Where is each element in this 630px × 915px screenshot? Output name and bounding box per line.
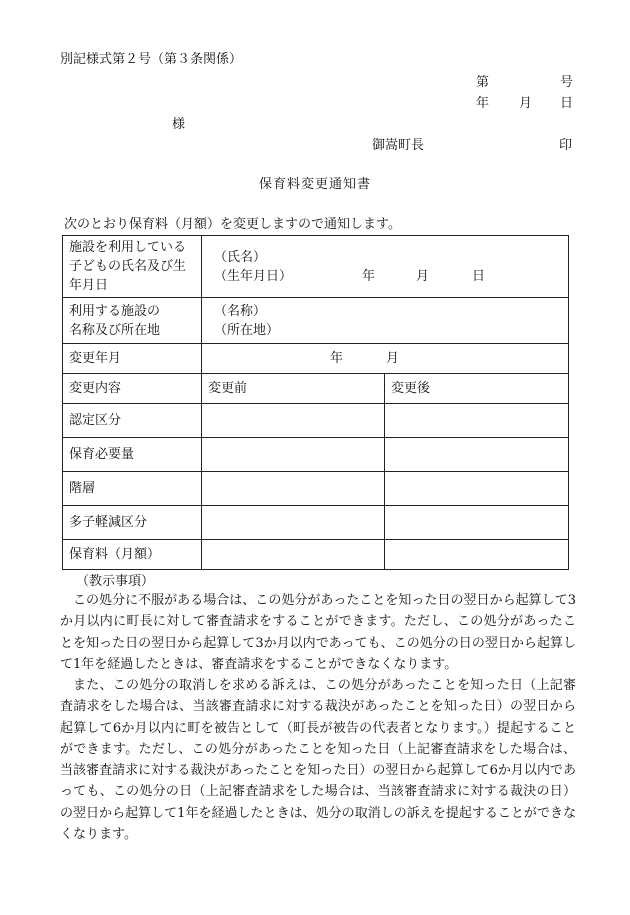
row-label-certification: 認定区分 xyxy=(63,404,202,438)
change-date-line xyxy=(330,351,399,366)
row-before-fee xyxy=(202,540,385,570)
row-label-care-amount: 保育必要量 xyxy=(63,438,202,472)
row-before-certification xyxy=(202,404,385,438)
row-after-fee xyxy=(385,540,569,570)
child-label: 施設を利用している子どもの氏名及び生年月日 xyxy=(69,240,187,293)
row-before-care-amount xyxy=(202,438,385,472)
child-value-cell xyxy=(202,236,569,298)
table-row-child xyxy=(63,236,569,298)
notice-paragraph-2: また、この処分の取消しを求める訴えは、この処分があったことを知った日（上記審査請求をした場合は、当該審査請求に対する裁決があったことを知った日）の翌日から起算して6か月以内に町を被告として（町長が被告の代表者となります。）提起することができます。ただし、この処分があったことを知った日（上記審査請求をした場合は、当該審査請求に対する裁決があったことを知った日）の翌日から起算して6か月以内であっても、この処分の日（上記審査請求をした場合は、当該審査請求に対する裁決の日）の翌日から起算して1年を経過したときは、処分の取消しの訴えを提起することができなくなります。 xyxy=(60,678,576,843)
child-birth-month: 月 xyxy=(416,268,430,284)
facility-address-label: （所在地） xyxy=(214,322,280,338)
page-title: 保育料変更通知書 xyxy=(258,177,371,192)
change-date-year: 年 xyxy=(330,351,344,366)
row-label-multi-child: 多子軽減区分 xyxy=(63,506,202,540)
issuer-name: 御嵩町長 xyxy=(372,138,425,153)
table-row xyxy=(63,506,569,540)
table-row xyxy=(63,540,569,570)
document-number xyxy=(476,75,574,90)
change-before-header: 変更前 xyxy=(202,374,385,404)
change-after-header: 変更後 xyxy=(385,374,569,404)
table-row xyxy=(63,438,569,472)
row-after-care-amount xyxy=(385,438,569,472)
child-birth-label: （生年月日） xyxy=(214,268,293,284)
table-row xyxy=(63,404,569,438)
date-day: 日 xyxy=(560,96,574,111)
table-row-facility xyxy=(63,298,569,344)
row-before-multi-child xyxy=(202,506,385,540)
table-row-change-content xyxy=(63,374,569,404)
seal-mark: 印 xyxy=(559,138,573,153)
facility-label: 利用する施設の名称及び所在地 xyxy=(69,303,161,338)
facility-label-cell xyxy=(63,298,202,344)
child-name-label: （氏名） xyxy=(214,249,267,265)
change-details-table xyxy=(62,235,569,570)
child-label-cell xyxy=(63,236,202,298)
child-birth-line xyxy=(214,267,562,286)
change-date-month: 月 xyxy=(386,351,400,366)
table-row-change-date xyxy=(63,344,569,374)
change-date-value-cell xyxy=(202,344,569,374)
table-row xyxy=(63,472,569,506)
change-date-label: 変更年月 xyxy=(63,344,202,374)
intro-text: 次のとおり保育料（月額）を変更しますので通知します。 xyxy=(64,217,401,232)
row-label-tier: 階層 xyxy=(63,472,202,506)
row-after-multi-child xyxy=(385,506,569,540)
date-year: 年 xyxy=(476,96,490,111)
facility-name-label: （名称） xyxy=(214,303,267,319)
row-after-tier xyxy=(385,472,569,506)
notice-paragraph-1: この処分に不服がある場合は、この処分があったことを知った日の翌日から起算して3か月以内に町長に対して審査請求をすることができます。ただし、この処分があったことを知った日の翌日から起算して3か月以内であっても、この処分の日の翌日から起算して1年を経過したときは、審査請求をすることができなくなります。 xyxy=(60,593,576,672)
doc-number-prefix: 第 xyxy=(476,75,490,90)
row-after-certification xyxy=(385,404,569,438)
change-content-label: 変更内容 xyxy=(63,374,202,404)
doc-number-suffix: 号 xyxy=(560,75,574,90)
form-identifier: 別記様式第２号（第３条関係） xyxy=(60,52,243,67)
row-before-tier xyxy=(202,472,385,506)
row-label-fee: 保育料（月額） xyxy=(63,540,202,570)
child-birth-day: 日 xyxy=(472,268,486,284)
notice-heading: （教示事項） xyxy=(76,574,155,589)
facility-value-cell xyxy=(202,298,569,344)
recipient-suffix: 様 xyxy=(172,117,186,132)
date-month: 月 xyxy=(519,96,533,111)
child-birth-year: 年 xyxy=(362,268,376,284)
